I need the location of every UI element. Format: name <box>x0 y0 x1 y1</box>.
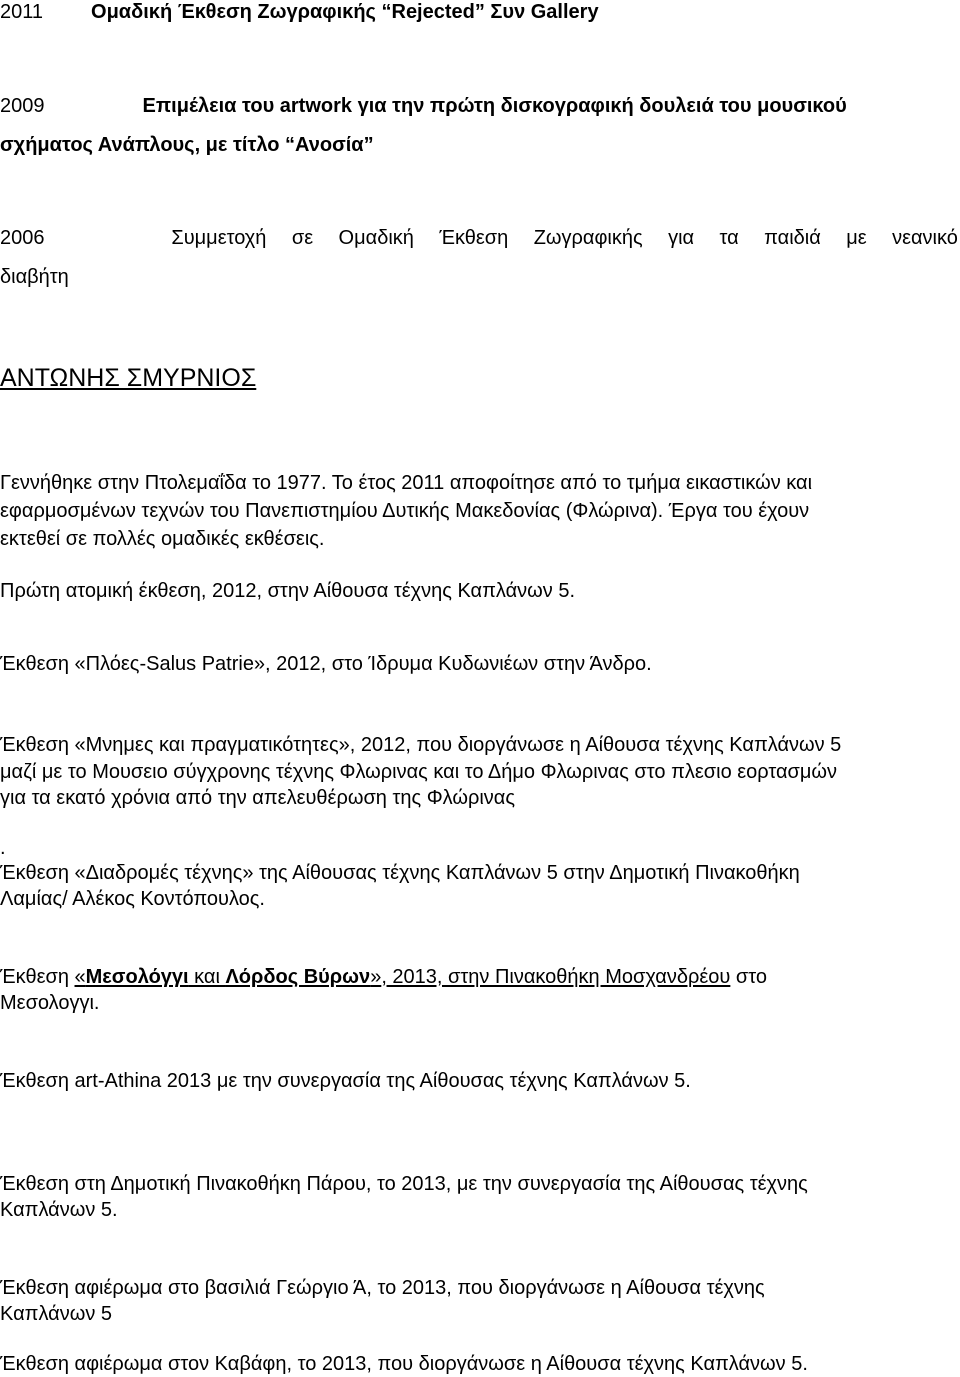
entry-2006-word: σε <box>291 227 314 249</box>
entry-2009-line2: σχήματος Ανάπλους, με τίτλο “Ανοσία” <box>0 134 374 156</box>
exhibition-paros-line2: Καπλάνων 5. <box>0 1199 118 1221</box>
exhibition-georgios-line2: Καπλάνων 5 <box>0 1303 113 1325</box>
exhibition-mesolongi-line1 <box>0 965 767 989</box>
exhibition-georgios-line1: Έκθεση αφιέρωμα στο βασιλιά Γεώργιο Ά, το 2013, που διοργάνωσε η Αίθουσα τέχνης <box>0 1277 765 1299</box>
exhibition-diadromes-line1: Έκθεση «Διαδρομές τέχνης» της Αίθουσας τέχνης Καπλάνων 5 στην Δημοτική Πινακοθήκη <box>0 862 800 884</box>
exhibition-kavafis: Έκθεση αφιέρωμα στον Καβάφη, το 2013, που διοργάνωσε η Αίθουσα τέχνης Καπλάνων 5. <box>0 1353 808 1375</box>
entry-2006-word: νεανικό <box>892 227 958 249</box>
exhibition-art-athina: Έκθεση art-Athina 2013 με την συνεργασία της Αίθουσας τέχνης Καπλάνων 5. <box>0 1070 691 1092</box>
entry-2006-word: για <box>668 227 695 249</box>
entry-2006-word: παιδιά <box>764 227 821 249</box>
mesolongi-prefix: Έκθεση <box>0 966 75 988</box>
entry-2006-word: Ομαδική <box>338 227 414 249</box>
exhibition-diadromes-dot: . <box>0 837 6 859</box>
bio-line3: εκτεθεί σε πολλές ομαδικές εκθέσεις. <box>0 528 325 550</box>
mesolongi-connector: και <box>188 966 226 988</box>
exhibition-ploes: Έκθεση «Πλόες-Salus Patrie», 2012, στο Ίδρυμα Κυδωνιέων στην Άνδρο. <box>0 653 652 675</box>
exhibition-mnimes-line2: μαζί με το Μουσειο σύγχρονης τέχνης Φλωρινας και το Δήμο Φλωρινας στο πλεσιο εορτασμών <box>0 761 838 783</box>
mesolongi-close-quote: » <box>370 966 382 988</box>
mesolongi-middle: , 2013, στην Πινακοθήκη Μοσχανδρέου <box>381 966 731 988</box>
entry-2011 <box>0 0 599 24</box>
entry-2009 <box>0 94 847 118</box>
entry-2006-word: τα <box>719 227 739 249</box>
exhibition-mesolongi-line2: Μεσολογγι. <box>0 992 100 1014</box>
mesolongi-open-quote: « <box>74 966 86 988</box>
year-2011: 2011 <box>0 1 44 23</box>
entry-2006-word: Συμμετοχή <box>171 227 267 249</box>
exhibition-mnimes-line1: Έκθεση «Μνημες και πραγματικότητες», 2012, που διοργάνωσε η Αίθουσα τέχνης Καπλάνων 5 <box>0 734 842 756</box>
year-2006: 2006 <box>0 227 45 249</box>
artist-name-heading: ΑΝΤΩΝΗΣ ΣΜΥΡΝΙΟΣ <box>0 364 257 392</box>
entry-2006 <box>0 226 958 250</box>
year-2009: 2009 <box>0 95 45 117</box>
entry-2006-line2: διαβήτη <box>0 266 69 288</box>
mesolongi-title-b: Λόρδος Βύρων <box>225 966 371 988</box>
entry-2009-line1: Επιμέλεια του artwork για την πρώτη δισκογραφική δουλειά του μουσικού <box>142 95 847 117</box>
exhibition-diadromes-line2: Λαμίας/ Αλέκος Κοντόπουλος. <box>0 888 265 910</box>
exhibition-paros-line1: Έκθεση στη Δημοτική Πινακοθήκη Πάρου, το 2013, με την συνεργασία της Αίθουσας τέχνης <box>0 1173 808 1195</box>
bio-line2: εφαρμοσμένων τεχνών του Πανεπιστημίου Δυτικής Μακεδονίας (Φλώρινα). Έργα του έχουν <box>0 500 810 522</box>
mesolongi-suffix: στο <box>730 966 767 988</box>
mesolongi-title-a: Μεσολόγγι <box>85 966 189 988</box>
bio-line1: Γεννήθηκε στην Πτολεμαΐδα το 1977. Το έτος 2011 αποφοίτησε από το τμήμα εικαστικών και <box>0 472 813 494</box>
entry-2006-word: Ζωγραφικής <box>533 227 643 249</box>
entry-2006-word: με <box>846 227 867 249</box>
first-solo-exhibition: Πρώτη ατομική έκθεση, 2012, στην Αίθουσα τέχνης Καπλάνων 5. <box>0 580 576 602</box>
exhibition-mnimes-line3: για τα εκατό χρόνια από την απελευθέρωση της Φλώρινας <box>0 787 515 809</box>
entry-2006-word: Έκθεση <box>439 227 509 249</box>
entry-2011-title: Ομαδική Έκθεση Ζωγραφικής “Rejected” Συν Gallery <box>91 1 599 23</box>
